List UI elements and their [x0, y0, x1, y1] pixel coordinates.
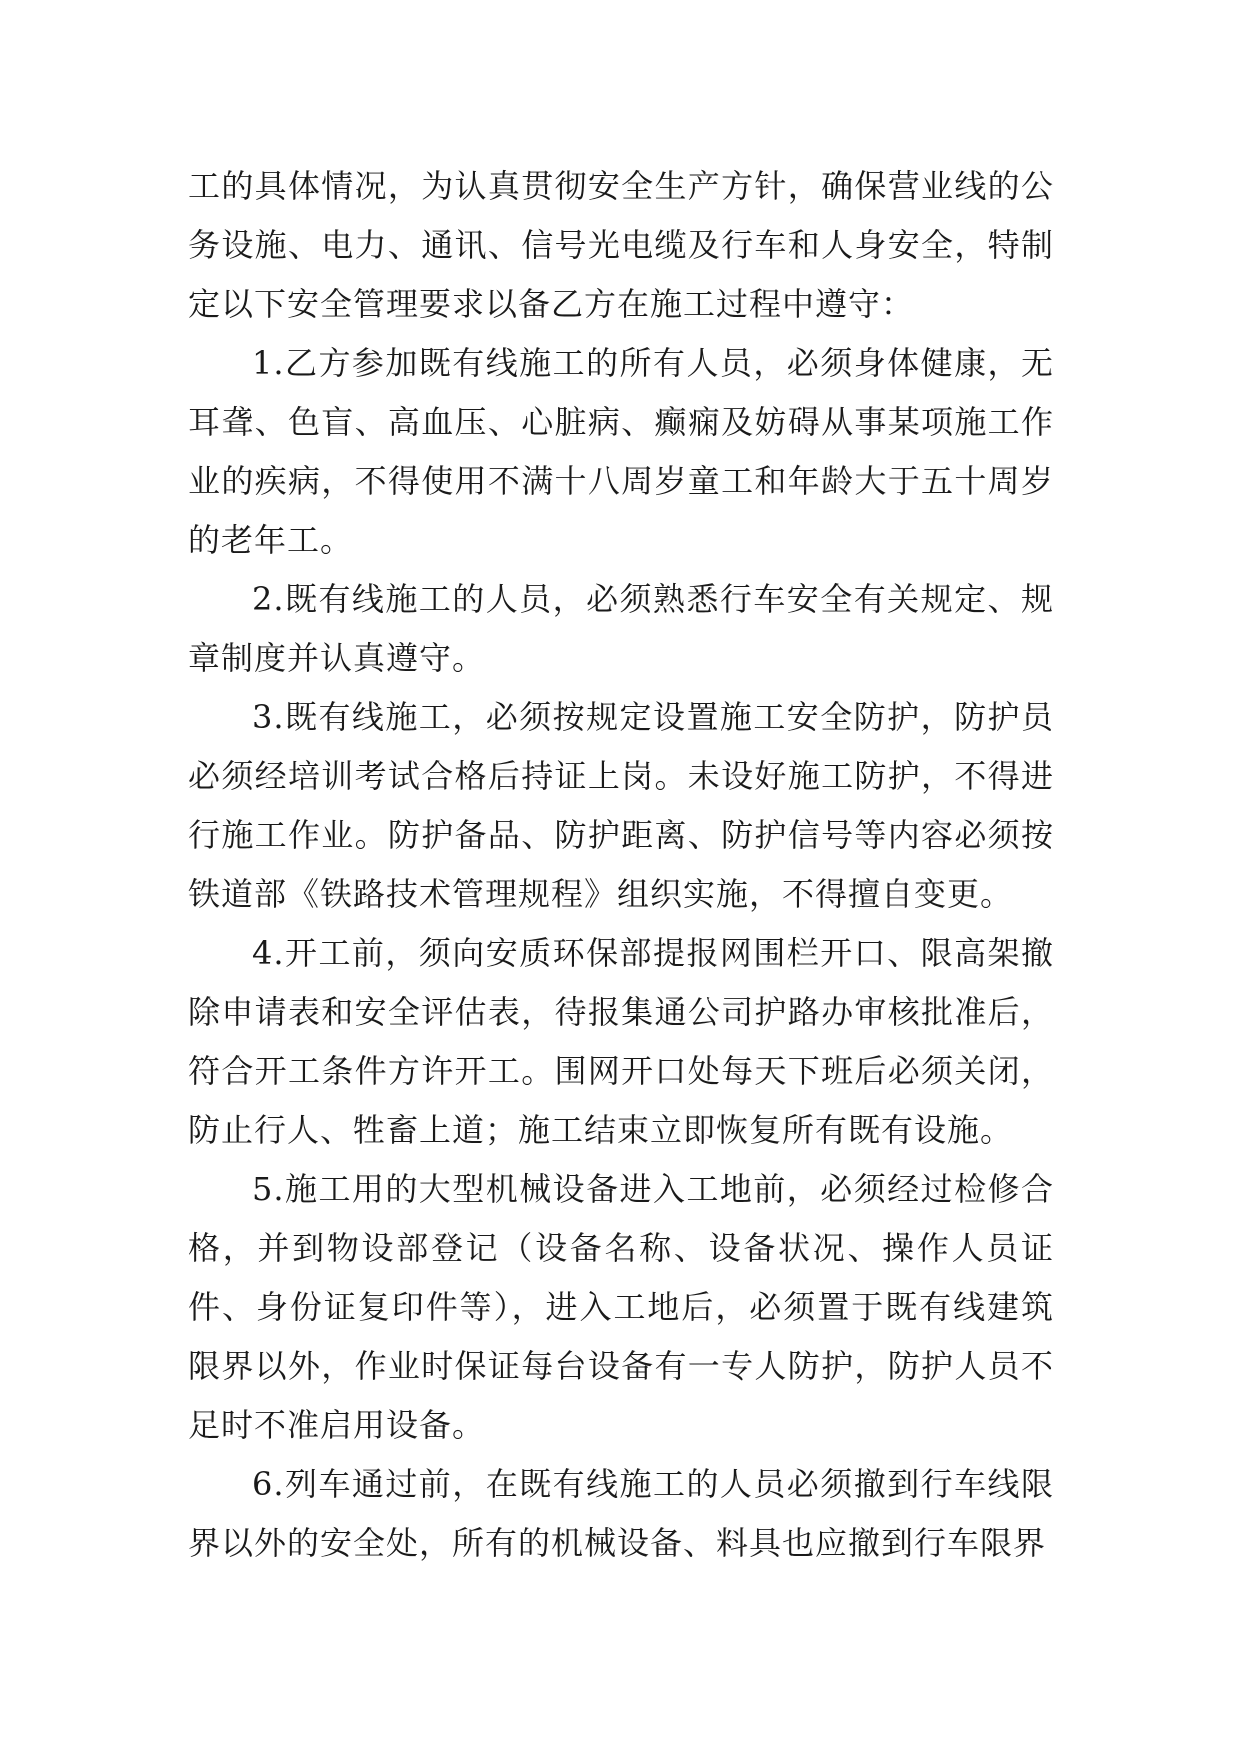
paragraph-item-3: 3.既有线施工，必须按规定设置施工安全防护，防护员必须经培训考试合格后持证上岗。未设好施工防护，不得进行施工作业。防护备品、防护距离、防护信号等内容必须按铁道部《铁路技术管理规程》组织实施，不得擅自变更。: [188, 698, 1054, 913]
paragraph-item-4: 4.开工前，须向安质环保部提报网围栏开口、限高架撤除申请表和安全评估表，待报集通公司护路办审核批准后，符合开工条件方许开工。围网开口处每天下班后必须关闭，防止行人、牲畜上道；施工结束立即恢复所有既有设施。: [188, 934, 1054, 1149]
paragraph-item-6: 6.列车通过前，在既有线施工的人员必须撤到行车线限界以外的安全处，所有的机械设备、料具也应撤到行车限界: [188, 1465, 1054, 1562]
paragraph-item-5: 5.施工用的大型机械设备进入工地前，必须经过检修合格，并到物设部登记（设备名称、设备状况、操作人员证件、身份证复印件等），进入工地后，必须置于既有线建筑限界以外，作业时保证每台设备有一专人防护，防护人员不足时不准启用设备。: [188, 1170, 1054, 1444]
document-body: [188, 157, 1054, 1573]
paragraph-item-1: 1.乙方参加既有线施工的所有人员，必须身体健康，无耳聋、色盲、高血压、心脏病、癫痫及妨碍从事某项施工作业的疾病，不得使用不满十八周岁童工和年龄大于五十周岁的老年工。: [188, 344, 1054, 559]
paragraph-continuation: 工的具体情况，为认真贯彻安全生产方针，确保营业线的公务设施、电力、通讯、信号光电缆及行车和人身安全，特制定以下安全管理要求以备乙方在施工过程中遵守：: [188, 167, 1054, 323]
paragraph-item-2: 2.既有线施工的人员，必须熟悉行车安全有关规定、规章制度并认真遵守。: [188, 580, 1054, 677]
